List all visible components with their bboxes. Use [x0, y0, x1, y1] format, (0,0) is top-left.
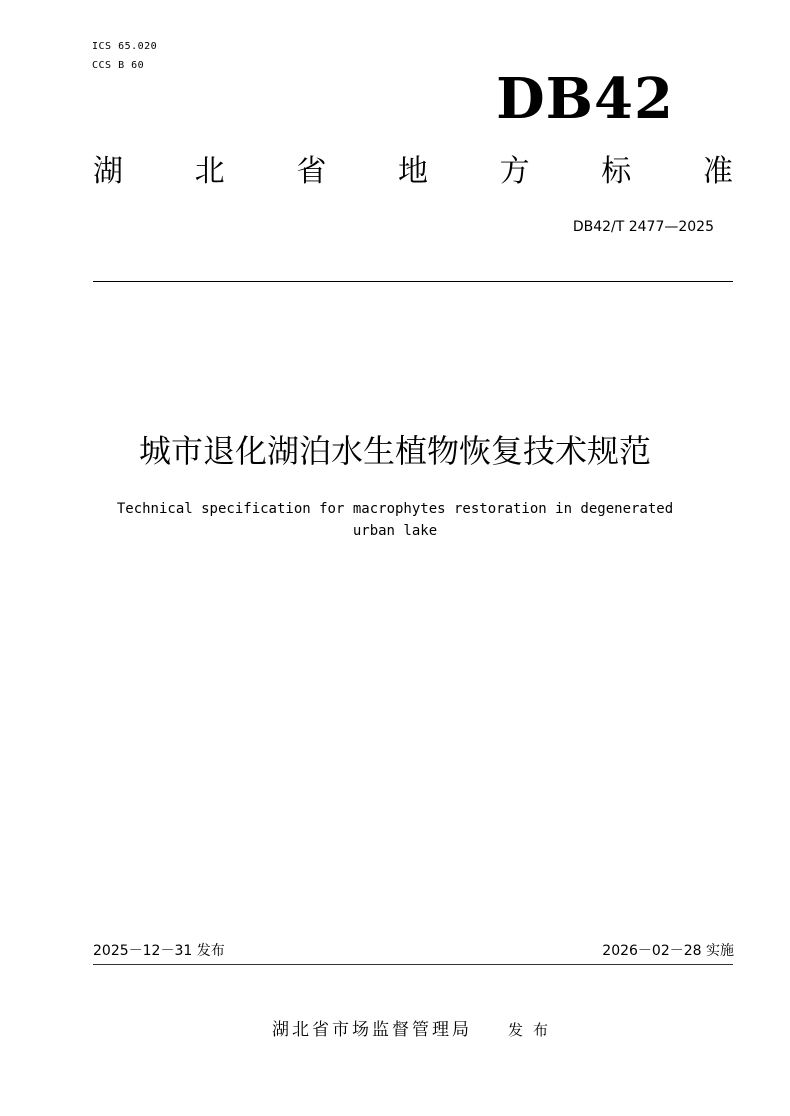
standard-mark: DB42	[496, 66, 674, 132]
standard-type-char: 准	[702, 154, 733, 189]
issue-date: 2025－12－31 发布	[93, 943, 225, 959]
issuer-name: 湖北省市场监督管理局	[271, 1020, 472, 1040]
document-title-english	[60, 498, 730, 542]
standard-type-char: 标	[601, 154, 632, 189]
standard-type-char: 地	[397, 154, 428, 189]
document-title-chinese: 城市退化湖泊水生植物恢复技术规范	[138, 432, 651, 470]
standard-type	[88, 150, 738, 194]
document-title-english-line: Technical specification for macrophytes restoration in degenerated	[116, 501, 674, 517]
standard-number: DB42/T 2477—2025	[572, 219, 714, 235]
implementation-date: 2026－02－28 实施	[602, 943, 734, 959]
issuer-suffix: 发布	[507, 1021, 558, 1039]
standard-type-char: 北	[194, 154, 225, 189]
issuer	[95, 1017, 735, 1043]
ics-code: ICS 65.020	[92, 41, 158, 52]
standard-type-char: 方	[499, 154, 530, 189]
standard-type-char: 省	[296, 154, 327, 189]
footer-divider	[93, 964, 733, 965]
standard-type-char: 湖	[93, 154, 123, 189]
ccs-code: CCS B 60	[92, 60, 145, 71]
header-divider	[93, 281, 733, 282]
document-title-english-line: urban lake	[352, 523, 438, 539]
